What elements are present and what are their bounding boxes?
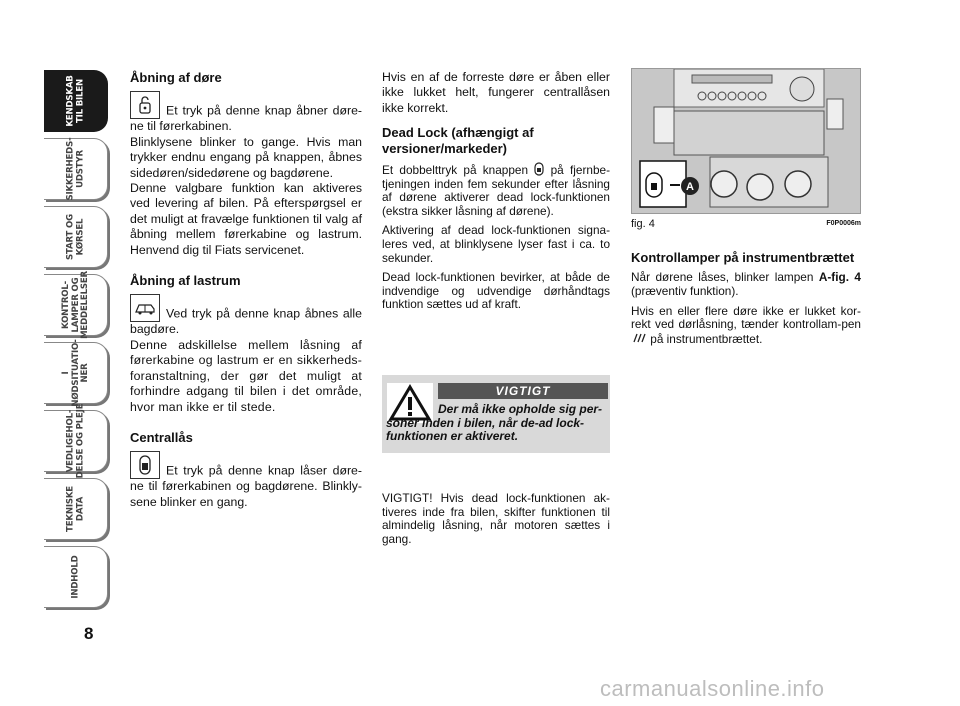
tab-label: KENDSKAB TIL BILEN [65,75,85,127]
tab-label: VEDLIGEHOL- DELSE OG PLEJE [65,403,85,479]
paragraph: Aktivering af dead lock-funktionen signa-leres ved, at blinklysene lyser fast i ca. to sekunder. [382,223,610,265]
column-3 [631,250,861,346]
column-2 [382,70,610,312]
dashboard-illustration [632,69,861,214]
warning-title: VIGTIGT [438,383,608,399]
paragraph: Et tryk på denne knap låser døre-ne til førerkabinen og bagdørene. Blinkly-sene blinker en gang. [130,451,362,510]
tab-sikkerhed[interactable] [44,138,108,200]
tab-tekniske-data[interactable] [44,478,108,540]
watermark: carmanualsonline.info [600,676,825,701]
tab-vedligeholdelse[interactable] [44,403,108,479]
tab-indhold[interactable] [44,546,108,608]
tab-label: START OG KØRSEL [65,214,85,260]
heading-door-opening: Åbning af døre [130,70,222,85]
tab-label: TEKNISKE DATA [65,486,85,532]
dashboard-figure [631,68,861,214]
paragraph: Hvis en eller flere døre ikke er lukket kor-rekt ved dørlåsning, tænder kontrollam-pen på instrumentbrættet. [631,303,861,346]
heading-dead-lock: Dead Lock (afhængigt af versioner/markeder) [382,125,534,156]
key-lock-icon [534,162,544,176]
unlock-button-icon [130,91,160,119]
heading-central-lock: Centrallås [130,429,193,445]
warning-box [382,375,610,453]
tab-kontrollamper[interactable] [44,271,108,339]
figure-callout-a: A [686,181,694,193]
paragraph: Et tryk på denne knap åbner døre-ne til førerkabinen. [130,91,362,134]
paragraph: Hvis en af de forreste døre er åben eller ikke lukket helt, fungerer centrallåsen ikke korrekt. [382,70,610,115]
paragraph: Denne valgbare funktion kan aktiveres ved levering af bilen. På efterspørgsel er det muligt at fravælge funktionen til valg af åbning mellem førerkabine og lastrum. Henvend dig til Fiats servicenet. [130,181,362,257]
tab-label: SIKKERHEDS- UDSTYR [65,137,85,201]
tab-nodsituationer[interactable] [44,339,108,407]
paragraph: Denne adskillelse mellem låsning af førerkabine og lastrum er en sikkerheds-foranstaltning, der gør det muligt at forhindre adgang til bilen i det område, hvor man ikke er til stede. [130,337,362,414]
column-1 [130,70,362,510]
warning-text: Der må ikke opholde sig per-soner inden i bilen, når de-ad lock-funktionen er aktiveret. [386,402,603,443]
van-rear-door-icon [130,294,160,322]
figure-caption [631,218,861,230]
tab-label: KONTROL- LAMPER OG MEDDELELSER [60,271,90,339]
page-number: 8 [84,624,94,643]
paragraph: Blinklysene blinker to gange. Hvis man trykker endnu engang på knappen, åbnes sidedøren/sidedørene og bagdørene. [130,134,362,180]
door-warning-lamp-icon [631,332,647,344]
paragraph: Når dørene låses, blinker lampen A-fig. 4 (præventiv funktion). [631,270,861,298]
paragraph: Dead lock-funktionen bevirker, at både de indvendige og udvendige dørhåndtags funktion sættes ud af kraft. [382,270,610,312]
figure-number: fig. 4 [631,218,655,230]
paragraph: Et dobbelttryk på knappen på fjernbe-tjeningen inden fem sekunder efter låsning af dørene aktiverer dead lock-funktionen (ekstra sikker låsning af dørene). [382,163,610,218]
tab-kendskab[interactable] [44,70,108,132]
figure-code: F0P0006m [826,220,861,227]
paragraph-important: VIGTIGT! Hvis dead lock-funktionen ak-tiveres inde fra bilen, skifter funktionen til almindelig låsning, når motoren sættes i gang. [382,491,610,546]
heading-warning-lamps: Kontrollamper på instrumentbrættet [631,250,855,265]
paragraph: Ved tryk på denne knap åbnes alle bagdøre. [130,294,362,337]
tab-label: INDHOLD [69,555,80,599]
tab-label: I NØDSITUATIO- NER [60,339,90,407]
heading-cargo-opening: Åbning af lastrum [130,273,241,289]
lock-button-icon [130,451,160,479]
tab-start[interactable] [44,206,108,268]
